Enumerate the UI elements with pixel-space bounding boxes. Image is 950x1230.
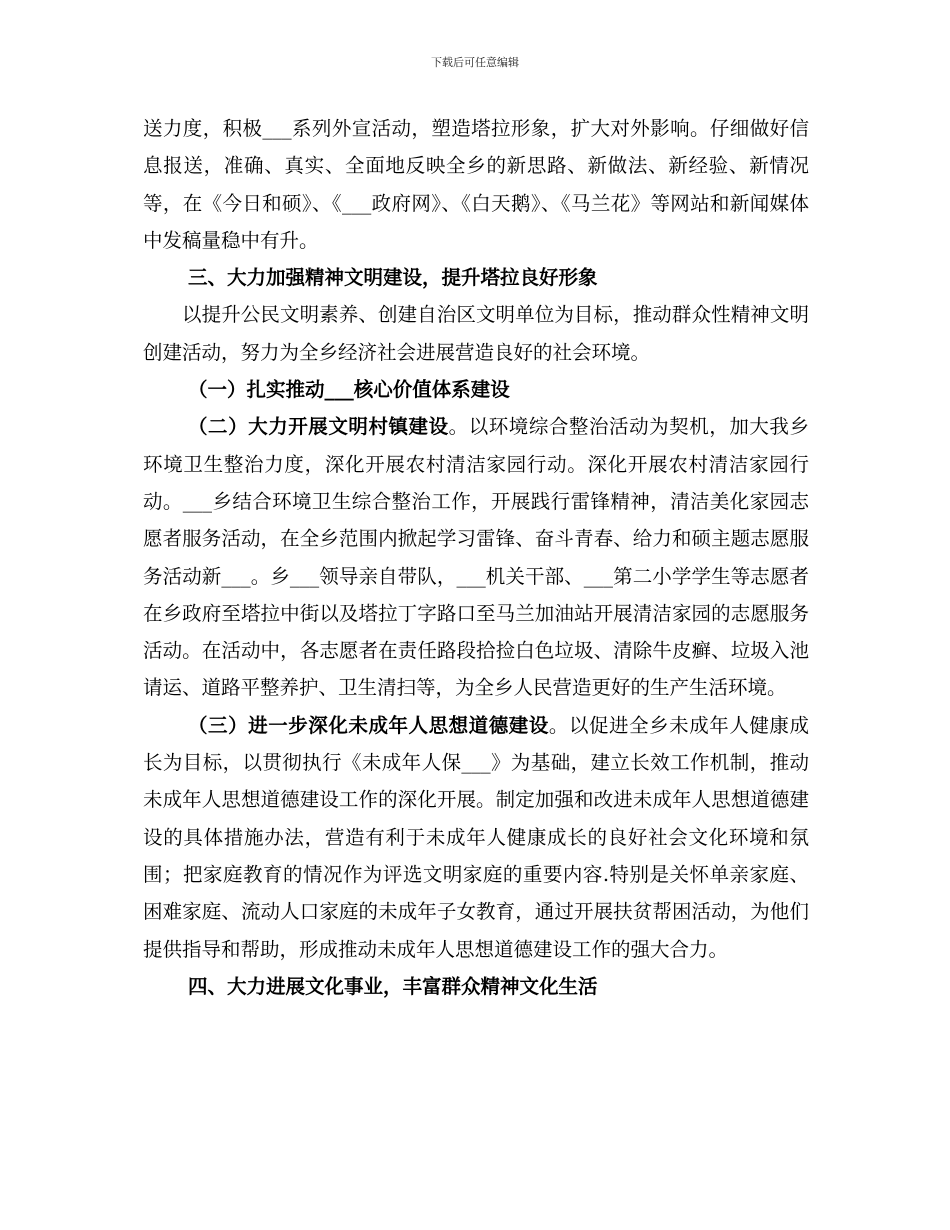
subheading-core-values: （一）扎实推动___核心价值体系建设 [188, 378, 510, 402]
paragraph-minors-morality [143, 707, 809, 968]
section-heading-4: 四、大力进展文化事业，丰富群众精神文化生活 [188, 974, 598, 998]
paragraph-publicity: 送力度，积极___系列外宣活动，塑造塔拉形象，扩大对外影响。仔细做好信息报送，准确、真实、全面地反映全乡的新思路、新做法、新经验、新情况等，在《今日和硕》、《___政府网》、《白天鹅》、《马兰花》等网站和新闻媒体中发稿量稳中有升。 [143, 117, 809, 252]
section-heading-3: 三、大力加强精神文明建设，提升塔拉良好形象 [188, 266, 598, 290]
body-minors-morality: 。以促进全乡未成年人健康成长为目标，以贯彻执行《未成年人保___》为基础，建立长效工作机制，推动未成年人思想道德建设工作的深化开展。制定加强和改进未成年人思想道德建设的具体措施办法，营造有利于未成年人健康成长的良好社会文化环境和氛围；把家庭教育的情况作为评选文明家庭的重要内容.特别是关怀单亲家庭、困难家庭、流动人口家庭的未成年子女教育，通过开展扶贫帮困活动，为他们提供指导和帮助，形成推动未成年人思想道德建设工作的强大合力。 [143, 713, 809, 961]
body-civilized-villages: 。以环境综合整治活动为契机，加大我乡环境卫生整治力度，深化开展农村清洁家园行动。深化开展农村清洁家园行动。___乡结合环境卫生综合整治工作，开展践行雷锋精神，清洁美化家园志愿者服务活动，在全乡范围内掀起学习雷锋、奋斗青春、给力和硕主题志愿服务活动新___。乡___领导亲自带队，___机关干部、___第二小学学生等志愿者在乡政府至塔拉中街以及塔拉丁字路口至马兰加油站开展清洁家园的志愿服务活动。在活动中，各志愿者在责任路段拾捡白色垃圾、清除牛皮癣、垃圾入池请运、道路平整养护、卫生清扫等，为全乡人民营造更好的生产生活环境。 [143, 415, 809, 700]
subheading-civilized-villages: （二）大力开展文明村镇建设 [188, 415, 449, 439]
document-body [143, 110, 809, 1005]
paragraph-civilized-villages [143, 408, 809, 706]
paragraph-civilization-goal: 以提升公民文明素养、创建自治区文明单位为目标，推动群众性精神文明创建活动，努力为全乡经济社会进展营造良好的社会环境。 [143, 303, 809, 364]
page-header: 下载后可任意编辑 [431, 56, 519, 69]
subheading-minors-morality: （三）进一步深化未成年人思想道德建设 [188, 713, 549, 737]
